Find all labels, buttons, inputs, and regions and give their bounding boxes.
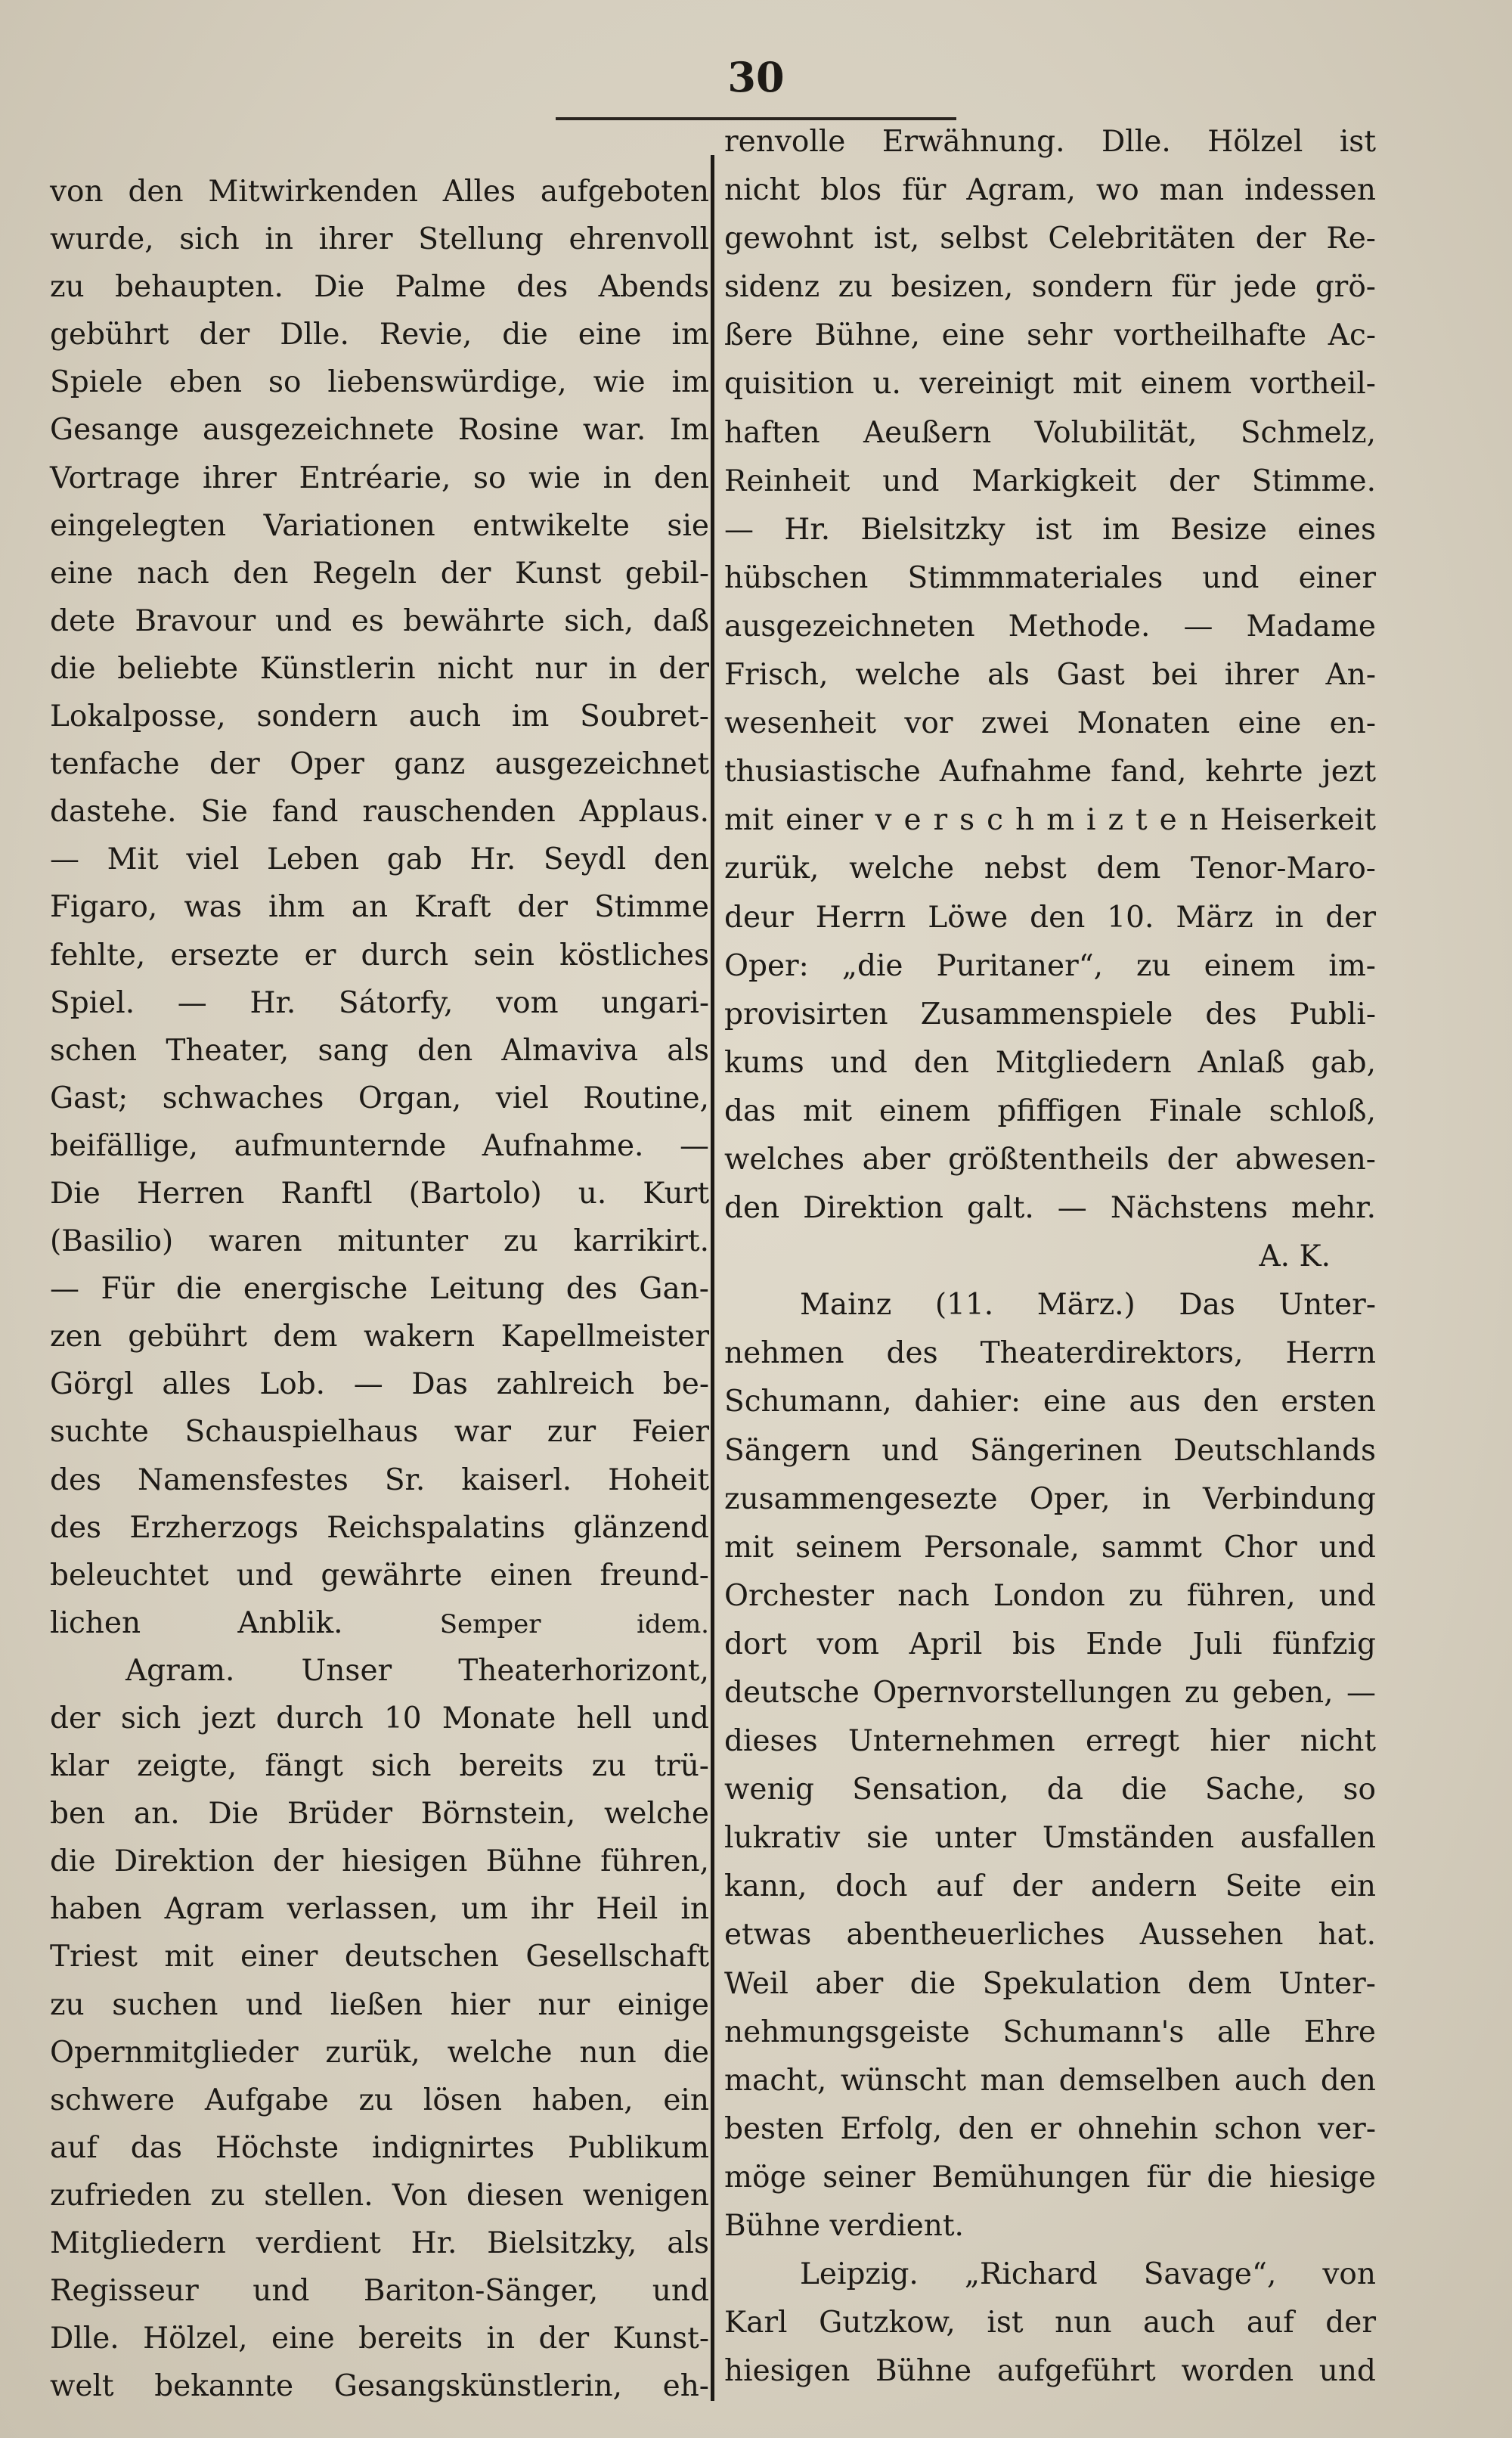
author-signature: Semper idem. [439,1608,709,1639]
text-line: des Namensfestes Sr. kaiserl. Hoheit [50,1462,709,1497]
left-column [50,168,709,2410]
text-line: mit einer v e r s c h m i z t e n Heiserkeit [724,803,1376,838]
text-line: wurde, sich in ihrer Stellung ehrenvoll [50,222,709,257]
text-line-content: lichen Anblik. [50,1605,343,1640]
text-line: Bühne verdient. [724,2209,964,2244]
text-line: — Mit viel Leben gab Hr. Seydl den [50,842,709,877]
text-line: Agram. Unser Theaterhorizont, [125,1653,709,1688]
text-line: thusiastische Aufnahme fand, kehrte jezt [724,755,1376,789]
text-line: Orchester nach London zu führen, und [724,1578,1376,1613]
text-line: von den Mitwirkenden Alles aufgeboten [50,175,709,209]
text-line: ausgezeichneten Methode. — Madame [724,609,1376,644]
text-line: gewohnt ist, selbst Celebritäten der Re- [724,222,1376,256]
text-line: zurük, welche nebst dem Tenor-Maro- [724,851,1376,886]
text-line: dieses Unternehmen erregt hier nicht [724,1724,1376,1759]
text-line: nehmen des Theaterdirektors, Herrn [724,1336,1376,1371]
text-line: Opernmitglieder zurük, welche nun die [50,2035,709,2070]
text-line: fehlte, ersezte er durch sein köstliches [50,938,709,972]
text-line: ben an. Die Brüder Börnstein, welche [50,1797,709,1832]
text-line: wenig Sensation, da die Sache, so [724,1773,1376,1807]
text-line: Leipzig. „Richard Savage“, von [800,2257,1376,2292]
text-line: kums und den Mitgliedern Anlaß gab, [724,1045,1376,1080]
text-line: des Erzherzogs Reichspalatins glänzend [50,1510,709,1545]
text-line [50,1599,709,1647]
text-line: A. K. [1259,1239,1331,1274]
text-line: Spiele eben so liebenswürdige, wie im [50,365,709,400]
text-line: Reinheit und Markigkeit der Stimme. [724,464,1376,498]
text-line: ßere Bühne, eine sehr vortheilhafte Ac- [724,318,1376,353]
column-divider [711,155,714,2401]
text-line: Sängern und Sängerinen Deutschlands [724,1433,1376,1468]
text-line: Gast; schwaches Organ, viel Routine, [50,1081,709,1115]
text-line: Regisseur und Bariton-Sänger, und [50,2274,709,2309]
text-line: Schumann, dahier: eine aus den ersten [724,1385,1376,1419]
text-line: Oper: „die Puritaner“, zu einem im- [724,948,1376,983]
text-line: (Basilio) waren mitunter zu karrikirt. [50,1224,709,1259]
text-line: das mit einem pfiffigen Finale schloß, [724,1093,1376,1128]
text-line: mit seinem Personale, sammt Chor und [724,1530,1376,1565]
text-line: auf das Höchste indignirtes Publikum [50,2130,709,2165]
text-line: der sich jezt durch 10 Monate hell und [50,1701,709,1735]
text-line: hiesigen Bühne aufgeführt worden und [724,2354,1376,2389]
text-line: deutsche Opernvorstellungen zu geben, — [724,1676,1376,1710]
text-line: Figaro, was ihm an Kraft der Stimme [50,890,709,925]
text-line: provisirten Zusammenspiele des Publi- [724,997,1376,1031]
text-line: — Hr. Bielsitzky ist im Besize eines [724,512,1376,547]
text-line: tenfache der Oper ganz ausgezeichnet [50,747,709,782]
text-line: macht, wünscht man demselben auch den [724,2063,1376,2098]
text-line: Triest mit einer deutschen Gesellschaft [50,1940,709,1974]
text-line: den Direktion galt. — Nächstens mehr. [724,1191,1376,1226]
text-line: Görgl alles Lob. — Das zahlreich be- [50,1367,709,1402]
text-line: die Direktion der hiesigen Bühne führen, [50,1844,709,1879]
text-line: nicht blos für Agram, wo man indessen [724,173,1376,208]
text-line: hübschen Stimmmateriales und einer [724,560,1376,595]
text-line: Karl Gutzkow, ist nun auch auf der [724,2306,1376,2340]
text-line: suchte Schauspielhaus war zur Feier [50,1415,709,1450]
text-line: Mitgliedern verdient Hr. Bielsitzky, als [50,2226,709,2261]
text-line: Spiel. — Hr. Sátorfy, vom ungari- [50,985,709,1020]
text-line: gebührt der Dlle. Revie, die eine im [50,318,709,352]
text-line: Weil aber die Spekulation dem Unter- [724,1966,1376,2001]
text-line: besten Erfolg, den er ohnehin schon ver- [724,2111,1376,2146]
text-line: welches aber größtentheils der abwesen- [724,1142,1376,1177]
text-line: zen gebührt dem wakern Kapellmeister [50,1320,709,1354]
text-line: Die Herren Ranftl (Bartolo) u. Kurt [50,1176,709,1211]
right-column [724,118,1376,2396]
text-line: — Für die energische Leitung des Gan- [50,1272,709,1307]
text-line: Gesange ausgezeichnete Rosine war. Im [50,413,709,448]
text-line: klar zeigte, fängt sich bereits zu trü- [50,1749,709,1784]
text-line: eingelegten Variationen entwikelte sie [50,508,709,543]
text-line: Lokalposse, sondern auch im Soubret- [50,699,709,734]
text-line: schen Theater, sang den Almaviva als [50,1033,709,1068]
text-line: die beliebte Künstlerin nicht nur in der [50,651,709,686]
text-line: sidenz zu besizen, sondern für jede grö- [724,270,1376,305]
text-line: kann, doch auf der andern Seite ein [724,1869,1376,1904]
text-line: zusammengesezte Oper, in Verbindung [724,1481,1376,1516]
text-line: eine nach den Regeln der Kunst gebil- [50,556,709,591]
text-line: wesenheit vor zwei Monaten eine en- [724,706,1376,741]
text-line: Mainz (11. März.) Das Unter- [800,1288,1376,1323]
text-line: Frisch, welche als Gast bei ihrer An- [724,658,1376,693]
text-line: dete Bravour und es bewährte sich, daß [50,603,709,638]
page-number: 30 [727,53,785,101]
text-line: lukrativ sie unter Umständen ausfallen [724,1821,1376,1856]
text-line: möge seiner Bemühungen für die hiesige [724,2160,1376,2195]
text-line: Dlle. Hölzel, eine bereits in der Kunst- [50,2322,709,2356]
text-line: haften Aeußern Volubilität, Schmelz, [724,415,1376,450]
text-line: quisition u. vereinigt mit einem vortheil- [724,367,1376,402]
text-line: haben Agram verlassen, um ihr Heil in [50,1892,709,1927]
text-line: deur Herrn Löwe den 10. März in der [724,900,1376,935]
text-line: dort vom April bis Ende Juli fünfzig [724,1627,1376,1661]
text-line: beifällige, aufmunternde Aufnahme. — [50,1128,709,1163]
text-line: zu behaupten. Die Palme des Abends [50,270,709,305]
text-line: zufrieden zu stellen. Von diesen wenigen [50,2178,709,2213]
text-line: zu suchen und ließen hier nur einige [50,1987,709,2022]
text-line: nehmungsgeiste Schumann's alle Ehre [724,2015,1376,2049]
text-line: welt bekannte Gesangskünstlerin, eh- [50,2369,709,2404]
text-line: schwere Aufgabe zu lösen haben, ein [50,2083,709,2117]
text-line: dastehe. Sie fand rauschenden Applaus. [50,795,709,830]
text-line: beleuchtet und gewährte einen freund- [50,1558,709,1593]
text-line: etwas abentheuerliches Aussehen hat. [724,1918,1376,1953]
text-line: Vortrage ihrer Entréarie, so wie in den [50,461,709,495]
text-line: renvolle Erwähnung. Dlle. Hölzel ist [724,125,1376,159]
